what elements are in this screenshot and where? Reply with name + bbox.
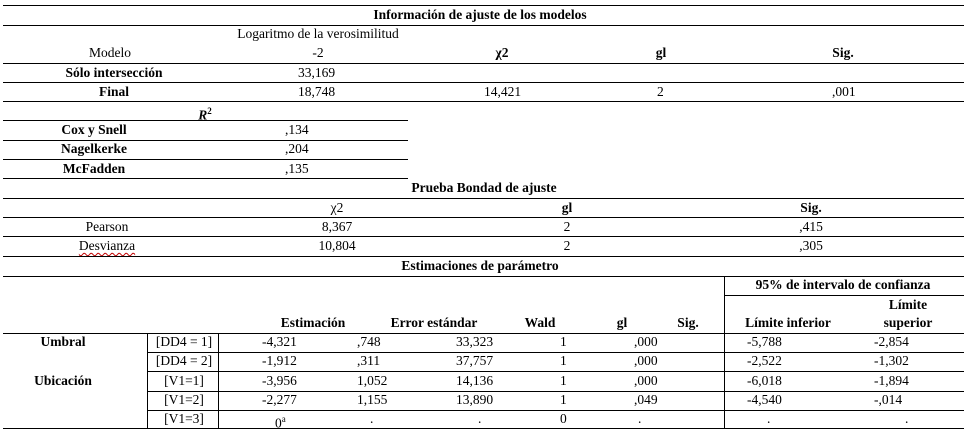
column-separator	[147, 333, 148, 428]
col-header-sig: Sig.	[832, 45, 854, 60]
cell-wald: 13,890	[456, 392, 494, 407]
cell-value: ,135	[285, 161, 309, 176]
cell-lower: -6,018	[747, 373, 782, 388]
row-label: Final	[98, 84, 130, 99]
cell-value: ,134	[285, 122, 309, 137]
cell-lower: .	[767, 411, 771, 426]
rule	[3, 25, 964, 26]
cell-wald: 37,757	[456, 353, 494, 368]
cell-wald: 14,136	[456, 373, 494, 388]
col-header-gl: gl	[616, 315, 628, 330]
cell-se: 1,052	[357, 373, 388, 388]
rule	[3, 159, 408, 160]
group-label-threshold: Umbral	[40, 334, 86, 349]
cell-se: ,748	[357, 334, 381, 349]
cell-wald: .	[478, 411, 482, 426]
param-label: [DD4 = 2]	[155, 353, 213, 368]
cell-chi: 8,367	[321, 219, 353, 234]
cell-sig: ,001	[832, 84, 856, 99]
cell-upper: -1,302	[874, 353, 909, 368]
cell-lower: -5,788	[747, 334, 782, 349]
cell-sig: ,000	[634, 334, 658, 349]
rule	[3, 217, 964, 218]
cell-loglik: 18,748	[298, 84, 336, 99]
cell-se: 1,155	[357, 392, 388, 407]
cell-value: ,204	[285, 141, 309, 156]
cell-sig: ,415	[799, 219, 823, 234]
cell-gl: 2	[657, 84, 664, 99]
col-header-est: Estimación	[280, 315, 346, 330]
cell-est: -2,277	[262, 392, 297, 407]
param-label: [V1=2]	[164, 392, 204, 407]
cell-sig: ,049	[634, 392, 658, 407]
param-label: [V1=3]	[164, 411, 204, 426]
row-label: Sólo intersección	[65, 65, 163, 80]
cell-gl: 2	[563, 238, 571, 253]
model-fit-title: Información de ajuste de los modelos	[373, 7, 587, 22]
rule	[3, 82, 964, 83]
rule	[3, 120, 408, 121]
param-label: [DD4 = 1]	[155, 334, 213, 349]
row-label: Cox y Snell	[61, 122, 127, 137]
col-header-lower: Límite inferior	[745, 315, 831, 330]
cell-se: ,311	[357, 353, 381, 368]
col-header-gl: gl	[561, 200, 573, 215]
rule	[724, 295, 964, 296]
row-label: Pearson	[85, 219, 129, 234]
col-header-chi: χ2	[330, 200, 344, 215]
cell-sig: .	[638, 411, 642, 426]
col-header-sig: Sig.	[677, 315, 699, 330]
r2-title-sup: 2	[207, 106, 212, 116]
cell-sig: ,000	[634, 373, 658, 388]
cell-gl: 1	[560, 334, 567, 349]
cell-est: -4,321	[262, 334, 297, 349]
cell-gl: 1	[560, 392, 567, 407]
column-separator	[218, 333, 219, 428]
cell-loglik: 33,169	[298, 65, 336, 80]
cell-est: -1,912	[262, 353, 297, 368]
row-label: Nagelkerke	[61, 141, 127, 156]
cell-sig: ,000	[634, 353, 658, 368]
col-header-loglik-2: -2	[312, 45, 324, 60]
rule	[3, 178, 408, 179]
col-header-chi: χ2	[495, 45, 509, 60]
cell-chi: 14,421	[484, 84, 522, 99]
ci-header: 95% de intervalo de confianza	[755, 277, 931, 292]
group-label-location: Ubicación	[34, 373, 92, 388]
rule	[3, 236, 964, 237]
cell-est-value: 0	[275, 415, 282, 431]
cell-upper: -1,894	[874, 373, 909, 388]
col-header-upper: Límite	[888, 297, 928, 312]
col-header-wald: Wald	[524, 315, 556, 330]
cell-gl: 1	[560, 353, 567, 368]
col-header-sig: Sig.	[800, 200, 822, 215]
rule	[3, 428, 964, 429]
cell-est: -3,956	[262, 373, 297, 388]
rule	[147, 410, 964, 411]
rule	[3, 5, 964, 6]
rule	[3, 101, 964, 102]
cell-lower: -4,540	[747, 392, 782, 407]
row-label: Desvianza	[78, 238, 136, 253]
param-label: [V1=1]	[164, 373, 204, 388]
col-header-gl: gl	[655, 45, 667, 60]
col-header-se: Error estándar	[390, 315, 478, 330]
col-header-upper-2: superior	[883, 315, 933, 330]
rule	[147, 371, 964, 372]
cell-upper: .	[905, 411, 909, 426]
cell-upper: -2,854	[874, 334, 909, 349]
r2-title-letter: R	[198, 107, 208, 123]
row-label: McFadden	[62, 161, 126, 176]
footnote-marker: a	[281, 414, 286, 424]
cell-gl: 1	[560, 373, 567, 388]
cell-lower: -2,522	[747, 353, 782, 368]
cell-se: .	[370, 411, 374, 426]
cell-upper: -,014	[874, 392, 903, 407]
rule	[3, 256, 964, 257]
goodness-fit-title: Prueba Bondad de ajuste	[411, 180, 557, 195]
col-header-loglik: Logaritmo de la verosimilitud	[237, 26, 399, 41]
cell-sig: ,305	[799, 238, 823, 253]
estimates-title: Estimaciones de parámetro	[401, 258, 559, 273]
rule	[3, 63, 964, 64]
rule	[3, 198, 964, 199]
cell-gl: 0	[560, 411, 567, 426]
cell-wald: 33,323	[456, 334, 494, 349]
cell-gl: 2	[563, 219, 571, 234]
cell-chi: 10,804	[318, 238, 356, 253]
col-header-model: Modelo	[89, 45, 131, 60]
